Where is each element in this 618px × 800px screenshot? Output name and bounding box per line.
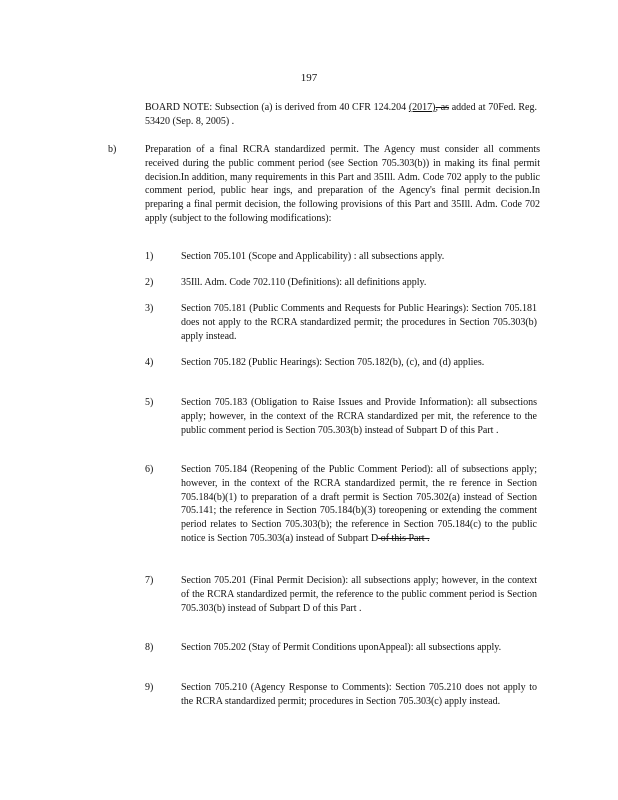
item-text: Section 705.181 (Public Comments and Requests for Public Hearings): Section 705.181 does not apply to the RCRA standardized permit; the procedures in Section 705.303(b) apply instead. bbox=[181, 303, 537, 342]
board-note-deleted: , as bbox=[435, 102, 450, 113]
item-number: 2) bbox=[145, 277, 154, 288]
item-number: 7) bbox=[145, 575, 154, 586]
section-b-text: Preparation of a final RCRA standardized permit. The Agency must consider all comments received during the public comment period (see Section 705.303(b)) in making its final permit decision.In addition, many requirements in this Part and 35Ill. Adm. Code 702 apply to the public comment period, public hear ings, and preparation of the Agency's final permit decision.In preparing a final permit decision, the following provisions of this Part and 35Ill. Adm. Code 702 apply (subject to the following modifications): bbox=[145, 144, 540, 224]
board-note-suffix: added at 70Fed. Reg. 53420 (Sep. 8, 2005) . bbox=[145, 102, 537, 127]
item-number: 4) bbox=[145, 357, 154, 368]
item-text: Section 705.210 (Agency Response to Comments): Section 705.210 does not apply to the RCRA standardized permit; procedures in Section 705.303(c) apply instead. bbox=[181, 682, 537, 707]
section-b-label: b) bbox=[108, 144, 117, 155]
item-text: Section 705.201 (Final Permit Decision): all subsections apply; however, in the context of the RCRA standardized permit, the reference to the public comment period is Section 705.303(b) instead of Subpart D of this Part . bbox=[181, 575, 537, 614]
item-text: 35Ill. Adm. Code 702.110 (Definitions): all definitions apply. bbox=[181, 277, 427, 288]
item-number: 1) bbox=[145, 251, 154, 262]
board-note bbox=[145, 101, 537, 129]
item-text: Section 705.183 (Obligation to Raise Issues and Provide Information): all subsections apply; however, in the context of the RCRA standardized per mit, the reference to the public comment period is Section 705.303(b) instead of Subpart D of this Part . bbox=[181, 397, 537, 436]
board-note-prefix: BOARD NOTE: Subsection (a) is derived from 40 CFR 124.204 bbox=[145, 102, 409, 113]
item-number: 5) bbox=[145, 397, 154, 408]
item-number: 6) bbox=[145, 464, 154, 475]
item-text: Section 705.101 (Scope and Applicability) : all subsections apply. bbox=[181, 251, 445, 262]
item-text: Section 705.202 (Stay of Permit Conditions uponAppeal): all subsections apply. bbox=[181, 642, 502, 653]
page-number: 197 bbox=[300, 72, 318, 84]
item-6-main-text: Section 705.184 (Reopening of the Public Comment Period): all of subsections apply; however, in the context of the RCRA standardized permit, the re ference in Section 705.184(b)(1) to preparation of a draft permit is Section 705.302(a) instead of Section 705.141; the reference in Section 705.184(b)(3) toreopening or extending the comment period relates to Section 705.303(b); the reference in Section 705.184(c) to the public notice is Section 705.303(a) instead of Subpart D bbox=[181, 464, 537, 544]
item-number: 3) bbox=[145, 303, 154, 314]
item-number: 9) bbox=[145, 682, 154, 693]
item-text bbox=[181, 463, 537, 546]
item-6-deleted-text: of this Part . bbox=[378, 532, 430, 544]
item-number: 8) bbox=[145, 642, 154, 653]
item-text: Section 705.182 (Public Hearings): Section 705.182(b), (c), and (d) applies. bbox=[181, 357, 485, 368]
board-note-inserted: (2017) bbox=[408, 102, 436, 113]
